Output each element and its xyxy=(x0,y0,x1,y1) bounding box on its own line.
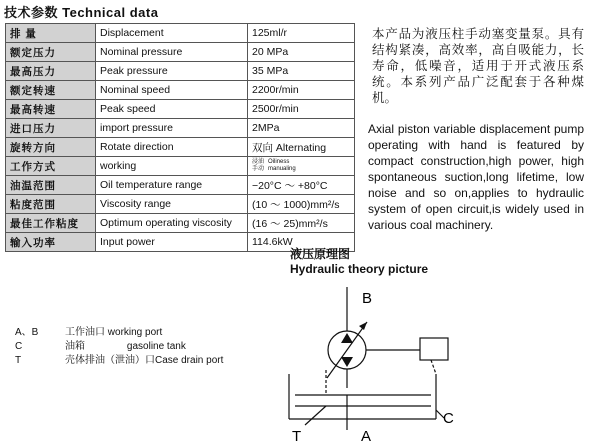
section-title: 技术参数 Technical data xyxy=(4,5,159,20)
spec-label-cn: 排 量 xyxy=(6,24,96,43)
spec-label-en: Peak pressure xyxy=(96,62,248,81)
legend-en: working port xyxy=(107,327,163,338)
legend-cn: 壳体排油（泄油）口 xyxy=(65,355,155,366)
spec-label-cn: 旋转方向 xyxy=(6,138,96,157)
spec-label-cn: 最高转速 xyxy=(6,100,96,119)
legend-key: T xyxy=(15,355,22,366)
spec-label-cn: 最佳工作粘度 xyxy=(6,214,96,233)
spec-label-en: Oil temperature range xyxy=(96,176,248,195)
port-t-line xyxy=(305,406,326,425)
pump-triangle-down xyxy=(341,357,353,367)
port-label-a: A xyxy=(361,428,372,445)
spec-label-cn: 最高压力 xyxy=(6,62,96,81)
spec-value: 20 MPa xyxy=(248,43,355,62)
control-drain xyxy=(431,360,436,374)
spec-label-en: Viscosity range xyxy=(96,195,248,214)
legend-en: gasoline tank xyxy=(126,341,186,352)
port-label-b: B xyxy=(362,290,373,307)
spec-label-en: Input power xyxy=(96,233,248,252)
spec-value: 114.6kW xyxy=(248,233,355,252)
port-label-t: T xyxy=(292,428,302,445)
spec-label-en: Displacement xyxy=(96,24,248,43)
diagram-title-cn: 液压原理图 xyxy=(290,247,351,261)
spec-value: 2MPa xyxy=(248,119,355,138)
legend-key: C xyxy=(15,341,23,352)
spec-label-cn: 输入功率 xyxy=(6,233,96,252)
spec-value-en: Oiliness manualing xyxy=(268,159,296,172)
spec-label-en: Peak speed xyxy=(96,100,248,119)
pump-triangle-up xyxy=(341,333,353,343)
spec-label-en: Rotate direction xyxy=(96,138,248,157)
spec-value: −20°C ～ +80°C xyxy=(248,176,355,195)
spec-label-cn: 额定转速 xyxy=(6,81,96,100)
spec-label-cn: 粘度范围 xyxy=(6,195,96,214)
spec-value: 125ml/r xyxy=(248,24,355,43)
spec-label-en: Nominal pressure xyxy=(96,43,248,62)
legend-cn: 油箱 xyxy=(65,341,85,352)
variable-arrow-head xyxy=(359,322,367,330)
spec-label-en: import pressure xyxy=(96,119,248,138)
description-english: Axial piston variable displacement pump operating with hand is featured by compact construction,high power, high spontaneous suction,long lifetime, low noise and so on,applies to hydraulic system of open circuit,is widely used in various coal machinery. xyxy=(368,122,584,232)
port-label-c: C xyxy=(443,410,454,427)
spec-label-en: working xyxy=(96,157,248,176)
spec-value: 2500r/min xyxy=(248,100,355,119)
spec-value-cn: 浸油 手动 xyxy=(252,159,265,172)
description-chinese: 本产品为液压柱手动塞变量泵。具有结构紧凑，高效率，高自吸能力，长寿命，低噪音，适用于开式液压系统。本系列产品广泛配套于各种煤机。 xyxy=(372,27,584,105)
legend-cn: 工作油口 xyxy=(65,327,105,338)
legend-en: Case drain port xyxy=(155,355,224,366)
spec-value: 35 MPa xyxy=(248,62,355,81)
spec-value: (10 ～ 1000)mm²/s xyxy=(248,195,355,214)
spec-value: (16 ～ 25)mm²/s xyxy=(248,214,355,233)
spec-label-cn: 额定压力 xyxy=(6,43,96,62)
spec-label-cn: 工作方式 xyxy=(6,157,96,176)
diagram-title-en: Hydraulic theory picture xyxy=(290,262,429,276)
spec-label-en: Nominal speed xyxy=(96,81,248,100)
spec-label-en: Optimum operating viscosity xyxy=(96,214,248,233)
spec-value: 双向 Alternating xyxy=(248,138,355,157)
legend-key: A、B xyxy=(15,327,39,338)
spec-label-cn: 进口压力 xyxy=(6,119,96,138)
spec-value: 2200r/min xyxy=(248,81,355,100)
control-box xyxy=(420,338,448,360)
spec-label-cn: 油温范围 xyxy=(6,176,96,195)
